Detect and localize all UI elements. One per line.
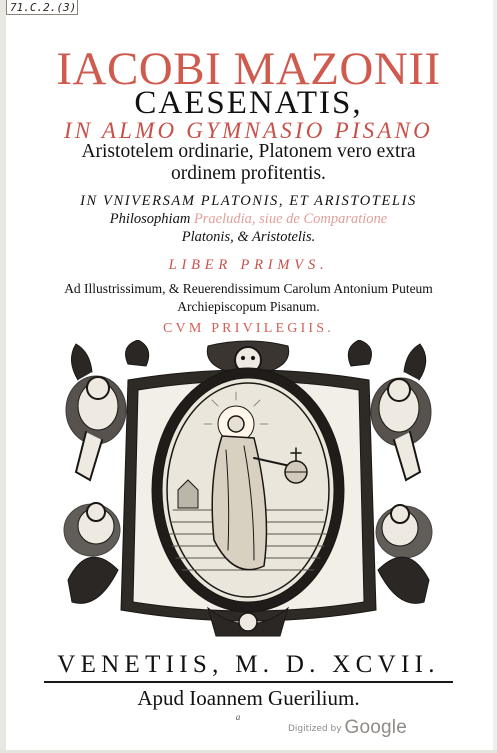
dedication-line-1: Ad Illustrissimum, & Reuerendissimum Carolum Antonium Puteum [64, 281, 433, 296]
work-title-line-2-faded: Praeludia, siue de Comparatione [193, 211, 388, 227]
imprint-place-date: VENETIIS, M. D. XCVII. [57, 651, 440, 678]
imprint-printer: Apud Ioannem Guerilium. [137, 686, 360, 710]
author-name: IACOBI MAZONII [56, 43, 441, 95]
woodcut-frontispiece-engraving [58, 340, 439, 642]
post-line: IN ALMO GYMNASIO PISANO [64, 118, 433, 143]
work-title-line-1: IN VNIVERSAM PLATONIS, ET ARISTOTELIS [80, 193, 417, 209]
signature-mark: a [235, 712, 241, 722]
digitizer-name: Google [344, 717, 407, 738]
work-title-line-2-start: Philosophiam [109, 211, 194, 227]
dedication-line-2: Archiepiscopum Pisanum. [177, 299, 320, 314]
profession-line-2: ordinem profitentis. [171, 163, 326, 184]
work-title-line-3: Platonis, & Aristotelis. [181, 229, 316, 245]
book-number: LIBER PRIMVS. [168, 257, 329, 273]
digitizer-watermark [288, 717, 407, 739]
work-title-line-2 [0, 211, 497, 228]
library-shelf-mark: 71.C.2.(3) [6, 0, 78, 15]
digitizer-prefix: Digitized by [287, 724, 342, 734]
privilege-line: CVM PRIVILEGIIS. [163, 321, 334, 336]
author-origin: CAESENATIS, [134, 85, 363, 121]
profession-line-1: Aristotelem ordinarie, Platonem vero extra [81, 141, 416, 162]
imprint-rule [44, 681, 453, 683]
